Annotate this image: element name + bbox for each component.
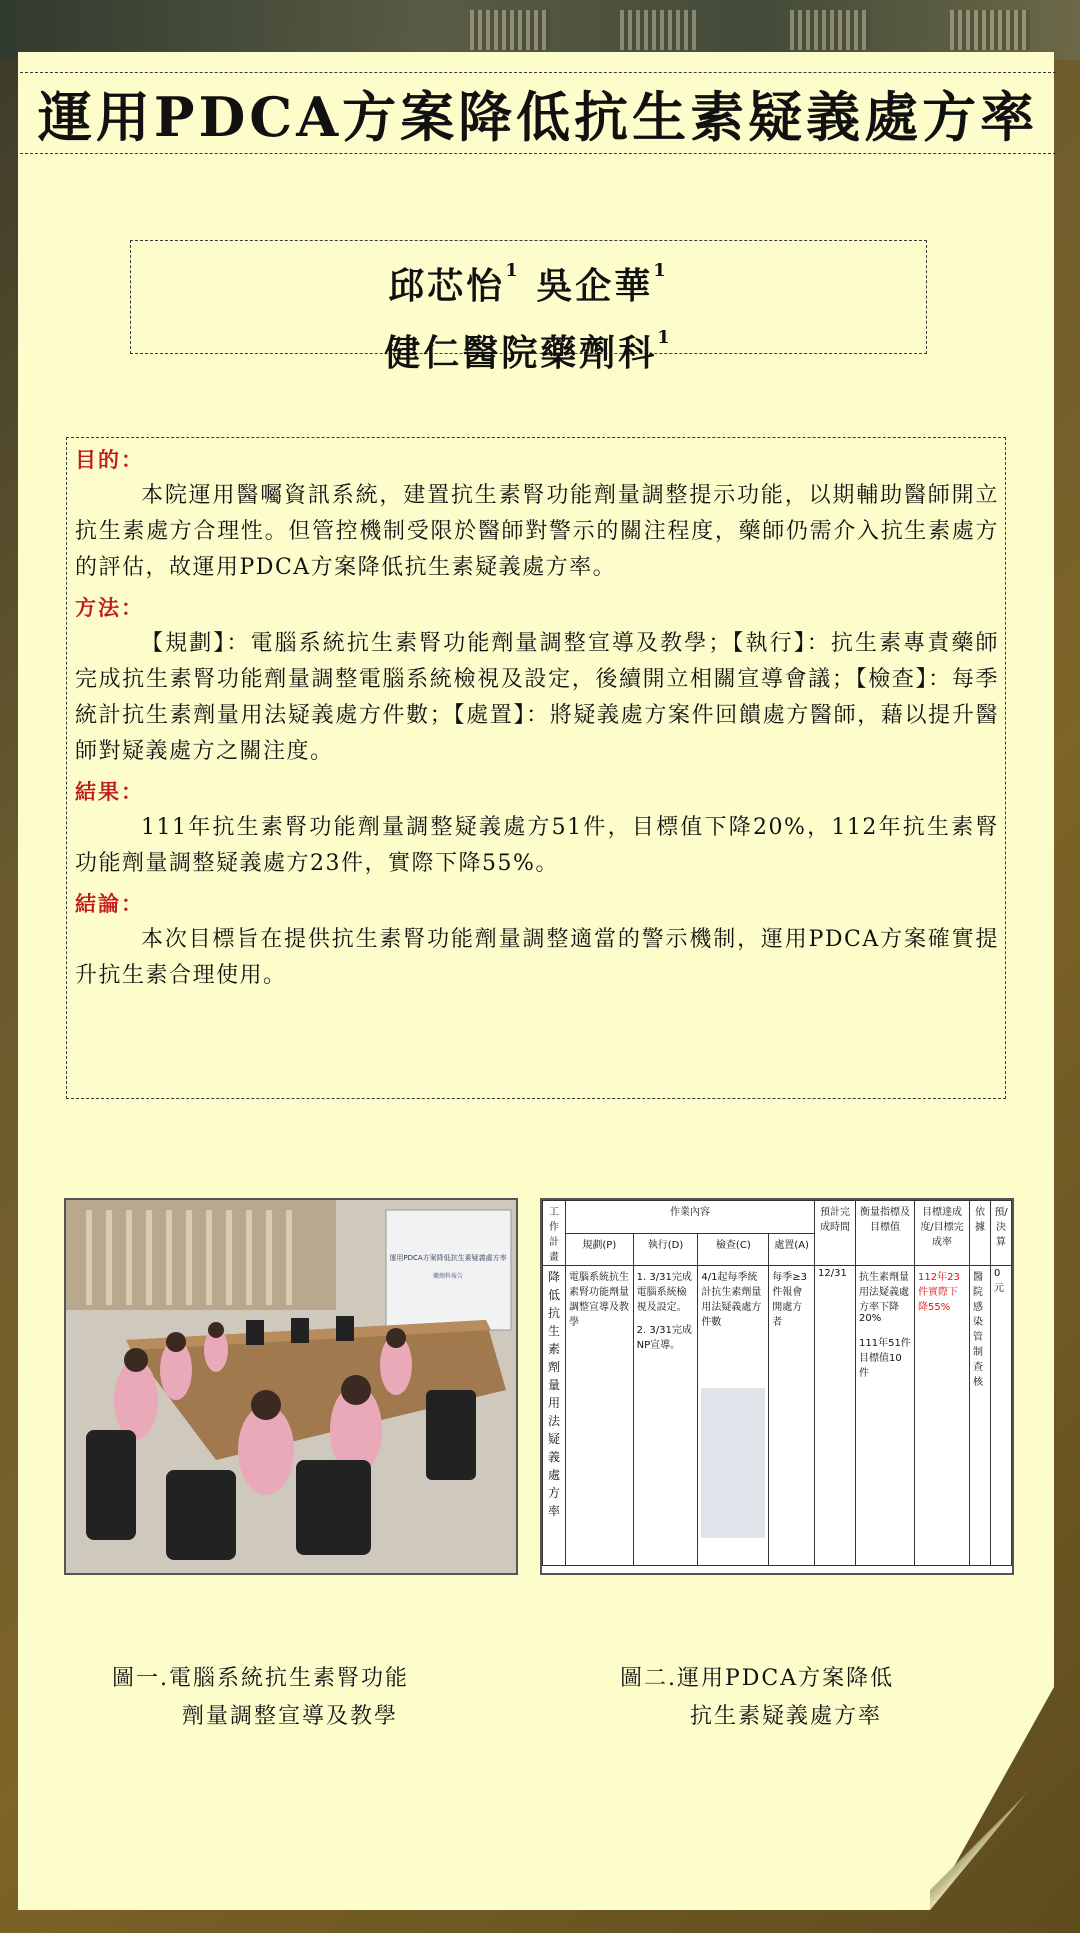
- header-plan: 規劃(P): [566, 1233, 634, 1266]
- institution-name: 健仁醫院藥劑科: [384, 332, 658, 374]
- page-curl: [930, 1760, 1054, 1910]
- header-act: 處置(A): [769, 1233, 815, 1266]
- figure1-caption-line1: 圖一.電腦系統抗生素腎功能: [112, 1666, 409, 1691]
- header-content: 作業內容: [566, 1201, 815, 1234]
- figure1-photo: [64, 1198, 518, 1575]
- header-result: 目標達成度/目標完成率: [915, 1201, 970, 1266]
- figure1-caption: [112, 1660, 409, 1736]
- header-basis: 依據: [970, 1201, 991, 1266]
- cell-check: [698, 1266, 769, 1566]
- header-budget: 預/決算: [991, 1201, 1012, 1266]
- section-conclusion: [75, 888, 999, 994]
- author-2: 吳企華: [536, 265, 654, 307]
- cell-basis: 醫院感染管制查核: [970, 1266, 991, 1566]
- header-check: 檢查(C): [698, 1233, 769, 1266]
- background-window: [620, 10, 700, 50]
- author-2-affiliation: 1: [653, 260, 669, 281]
- screenshot-thumbnail: [701, 1388, 765, 1538]
- cell-do: [633, 1266, 698, 1566]
- section-text: 【規劃】：電腦系統抗生素腎功能劑量調整宣導及教學；【執行】：抗生素專責藥師完成抗生素腎功能劑量調整電腦系統檢視及設定，後續開立相關宣導會議；【檢查】：每季統計抗生素劑量用法疑義處方件數；【處置】：將疑義處方案件回饋處方醫師，藉以提升醫師對疑義處方之關注度。: [75, 631, 999, 764]
- figure2-pdca-table: [540, 1198, 1014, 1575]
- figure1-caption-line2: 劑量調整宣導及教學: [182, 1704, 399, 1729]
- author-1-affiliation: 1: [505, 260, 521, 281]
- cell-act: 每季≥3件報會開處方者: [769, 1266, 815, 1566]
- section-heading: 結論：: [75, 892, 144, 916]
- cell-metric: [856, 1266, 915, 1566]
- title-box: [20, 72, 1056, 154]
- section-method: [75, 592, 999, 770]
- cell-time: 12/31: [815, 1266, 856, 1566]
- section-result: [75, 776, 999, 882]
- cell-result: 112年23件實際下降55%: [915, 1266, 970, 1566]
- institution: [131, 312, 926, 379]
- figure2-caption: [620, 1660, 894, 1736]
- author-1: 邱芯怡: [388, 265, 506, 307]
- section-text: 本院運用醫囑資訊系統，建置抗生素腎功能劑量調整提示功能，以期輔助醫師開立抗生素處方合理性。但管控機制受限於醫師對警示的關注程度，藥師仍需介入抗生素處方的評估，故運用PDCA方案降低抗生素疑義處方率。: [75, 483, 999, 580]
- abstract-box: [66, 437, 1006, 1099]
- section-text: 111年抗生素腎功能劑量調整疑義處方51件，目標值下降20%，112年抗生素腎功能劑量調整疑義處方23件，實際下降55%。: [75, 815, 999, 876]
- figure2-caption-line1: 圖二.運用PDCA方案降低: [620, 1666, 895, 1691]
- cell-work: 降低抗生素劑量用法疑義處方率: [543, 1266, 566, 1566]
- section-objective: [75, 444, 999, 586]
- background-window: [950, 10, 1030, 50]
- section-heading: 結果：: [75, 780, 144, 804]
- screen-text: 運用PDCA方案降低抗生素疑義處方率: [389, 1254, 507, 1262]
- section-text: 本次目標旨在提供抗生素腎功能劑量調整適當的警示機制，運用PDCA方案確實提升抗生素合理使用。: [75, 927, 999, 988]
- author-names: [131, 245, 926, 312]
- cell-do-2: 2. 3/31完成NP宣導。: [636, 1325, 692, 1351]
- pdca-table: [542, 1200, 1012, 1566]
- institution-affiliation: 1: [657, 327, 673, 348]
- figure2-caption-line2: 抗生素疑義處方率: [690, 1704, 883, 1729]
- cell-metric-2: 111年51件目標值10件: [859, 1338, 911, 1379]
- cell-do-1: 1. 3/31完成電腦系統檢視及設定。: [636, 1272, 692, 1313]
- cell-plan: 電腦系統抗生素腎功能劑量調整宣導及教學: [566, 1266, 634, 1566]
- screen-subtext: 藥劑科報告: [432, 1273, 464, 1280]
- section-heading: 目的：: [75, 448, 144, 472]
- background-window: [470, 10, 550, 50]
- poster-title: 運用PDCA方案降低抗生素疑義處方率: [37, 84, 1039, 149]
- authors-box: [130, 240, 927, 374]
- header-do: 執行(D): [633, 1233, 698, 1266]
- background-window: [790, 10, 870, 50]
- header-metric: 衡量指標及目標值: [856, 1201, 915, 1266]
- cell-check-text: 4/1起每季統計抗生素劑量用法疑義處方件數: [701, 1272, 762, 1328]
- section-heading: 方法：: [75, 596, 144, 620]
- header-work: 工作計畫: [543, 1201, 566, 1266]
- meeting-room-illustration: [66, 1200, 516, 1573]
- cell-budget: 0元: [991, 1266, 1012, 1566]
- header-time: 預計完成時間: [815, 1201, 856, 1266]
- cell-metric-1: 抗生素劑量用法疑義處方率下降20%: [859, 1272, 909, 1324]
